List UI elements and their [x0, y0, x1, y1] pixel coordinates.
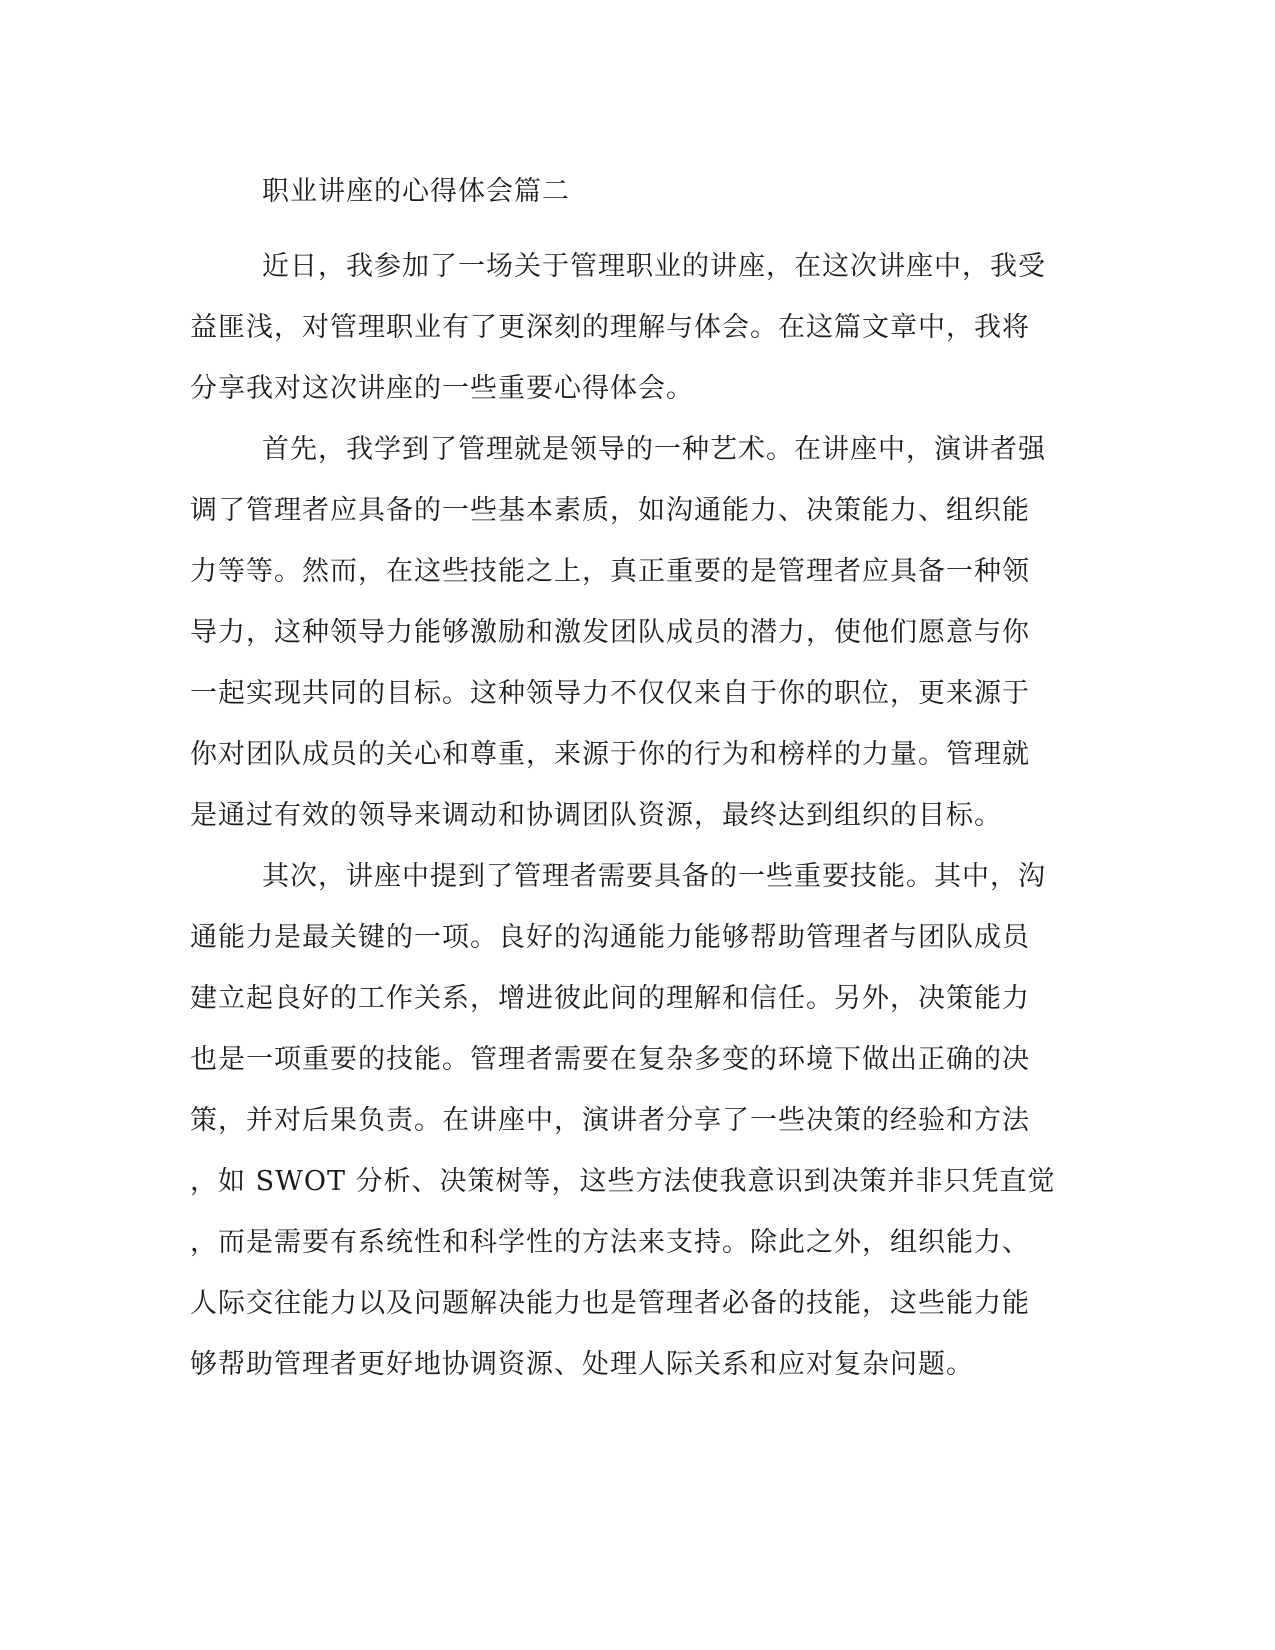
paragraph-line: 首先，我学到了管理就是领导的一种艺术。在讲座中，演讲者强 — [262, 434, 1046, 465]
paragraph-line: 是通过有效的领导来调动和协调团队资源，最终达到组织的目标。 — [190, 800, 1002, 831]
paragraph-line: ，如 SWOT 分析、决策树等，这些方法使我意识到决策并非只凭直觉 — [190, 1166, 1056, 1197]
paragraph-line: 你对团队成员的关心和尊重，来源于你的行为和榜样的力量。管理就 — [190, 739, 1030, 770]
document-title: 职业讲座的心得体会篇二 — [262, 176, 570, 207]
paragraph-line: 益匪浅，对管理职业有了更深刻的理解与体会。在这篇文章中，我将 — [190, 312, 1030, 343]
paragraph-line: 也是一项重要的技能。管理者需要在复杂多变的环境下做出正确的决 — [190, 1044, 1030, 1075]
paragraph-line: 够帮助管理者更好地协调资源、处理人际关系和应对复杂问题。 — [190, 1349, 974, 1380]
paragraph-line: 通能力是最关键的一项。良好的沟通能力能够帮助管理者与团队成员 — [190, 922, 1030, 953]
document-body — [190, 162, 1090, 1395]
paragraph-2 — [190, 419, 1090, 846]
paragraph-line: 分享我对这次讲座的一些重要心得体会。 — [190, 373, 694, 404]
paragraph-line: ，而是需要有系统性和科学性的方法来支持。除此之外，组织能力、 — [190, 1227, 1030, 1258]
paragraph-line: 人际交往能力以及问题解决能力也是管理者必备的技能，这些能力能 — [190, 1288, 1030, 1319]
paragraph-line: 导力，这种领导力能够激励和激发团队成员的潜力，使他们愿意与你 — [190, 617, 1030, 648]
paragraph-line: 建立起良好的工作关系，增进彼此间的理解和信任。另外，决策能力 — [190, 983, 1030, 1014]
paragraph-line: 策，并对后果负责。在讲座中，演讲者分享了一些决策的经验和方法 — [190, 1105, 1030, 1136]
paragraph-line: 一起实现共同的目标。这种领导力不仅仅来自于你的职位，更来源于 — [190, 678, 1030, 709]
paragraph-line: 力等等。然而，在这些技能之上，真正重要的是管理者应具备一种领 — [190, 556, 1030, 587]
paragraph-line: 调了管理者应具备的一些基本素质，如沟通能力、决策能力、组织能 — [190, 495, 1030, 526]
paragraph-3 — [190, 846, 1090, 1395]
paragraph-1 — [190, 236, 1090, 419]
paragraph-line: 其次，讲座中提到了管理者需要具备的一些重要技能。其中，沟 — [262, 861, 1046, 892]
paragraph-line: 近日，我参加了一场关于管理职业的讲座，在这次讲座中，我受 — [262, 251, 1046, 282]
